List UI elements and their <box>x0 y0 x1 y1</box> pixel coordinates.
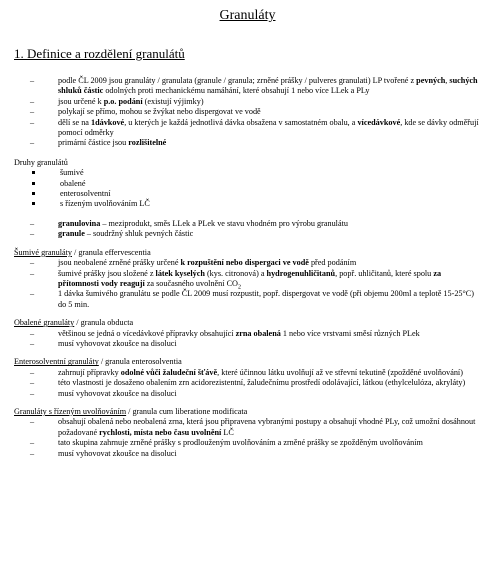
list-item: obalené <box>30 179 481 189</box>
list-item: – jsou určené k p.o. podání (existují výjimky) <box>30 97 481 107</box>
modified-release-list <box>14 417 481 459</box>
list-item: – většinou se jedná o vícedávkové přípravky obsahující zrna obalená 1 nebo více vrstvami směsí různých PLek <box>30 329 481 339</box>
coated-heading: Obalené granuláty / granula obducta <box>14 318 134 328</box>
list-item: – dělí se na 1dávkové, u kterých je každá jednotlivá dávka obsažena v samostatném obalu, a vícedávkové, kde se dávky odměřují pomocí odměrky <box>30 118 481 139</box>
list-item: – primární částice jsou rozlišitelné <box>30 138 481 148</box>
list-item: enterosolventní <box>30 189 481 199</box>
terms-list <box>14 219 481 240</box>
enteric-heading: Enterosolventní granuláty / granula enterosolventia <box>14 357 182 367</box>
coated-list <box>14 329 481 350</box>
list-item: – podle ČL 2009 jsou granuláty / granulata (granule / granula; zrněné prášky / pulveres granulati) LP tvořené z pevných, suchých shluků částic odolných proti mechanickému namáhání, které obsahují 1 nebo více LLek a PLy <box>30 76 481 97</box>
list-item: – tato skupina zahrnuje zrněné prášky s prodlouženým uvolňováním a zrněné prášky se zpožděným uvolňováním <box>30 438 481 448</box>
list-item: – obsahují obalená nebo neobalená zrna, která jsou připravena vybranými postupy a obsahují vhodné PLy, což umožní dosáhnout požadované rychlosti, místa nebo času uvolnění LČ <box>30 417 481 438</box>
effervescent-heading: Šumivé granuláty / granula effervescentia <box>14 247 151 257</box>
list-item: – granulovina – meziprodukt, směs LLek a PLek ve stavu vhodném pro výrobu granulátu <box>30 219 481 229</box>
list-item: – polykají se přímo, mohou se žvýkat nebo dispergovat ve vodě <box>30 107 481 117</box>
modified-release-heading: Granuláty s řízeným uvolňováním / granula cum liberatione modificata <box>14 406 248 416</box>
effervescent-list <box>14 258 481 310</box>
list-item: šumivé <box>30 168 481 178</box>
list-item: – musí vyhovovat zkoušce na disoluci <box>30 389 481 399</box>
types-list <box>14 168 481 210</box>
list-item: – granule – soudržný shluk pevných částic <box>30 229 481 239</box>
list-item: – musí vyhovovat zkoušce na disoluci <box>30 339 481 349</box>
list-item: – této vlastnosti je dosaženo obalením zrn acidorezistentní, žaludečnímu prostředí odolávající, látkou (ethylcelulóza, akryláty) <box>30 378 481 388</box>
list-item: s řízeným uvolňováním LČ <box>30 199 481 209</box>
document-title: Granuláty <box>219 8 276 23</box>
list-item: – šumivé prášky jsou složené z látek kyselých (kys. citronová) a hydrogenuhličitanů, popř. uhličitanů, které spolu za přítomnosti vody reagují za současného uvolnění $CO_2$ <box>30 269 481 290</box>
list-item: – 1 dávka šumivého granulátu se podle ČL 2009 musí rozpustit, popř. dispergovat ve vodě (při objemu 200ml a teplotě 15-25°C) do 5 min. <box>30 289 481 310</box>
types-label: Druhy granulátů <box>14 157 68 167</box>
definition-list <box>14 76 481 149</box>
list-item: – zahrnují přípravky odolné vůči žaludeční šťávě, které účinnou látku uvolňují až ve střevní tekutině (zpožděné uvolňování) <box>30 368 481 378</box>
enteric-list <box>14 368 481 399</box>
list-item: – musí vyhovovat zkoušce na disoluci <box>30 449 481 459</box>
section-heading: 1. Definice a rozdělení granulátů <box>14 46 185 61</box>
list-item: – jsou neobalené zrněné prášky určené k rozpuštění nebo dispergaci ve vodě před podáním <box>30 258 481 268</box>
